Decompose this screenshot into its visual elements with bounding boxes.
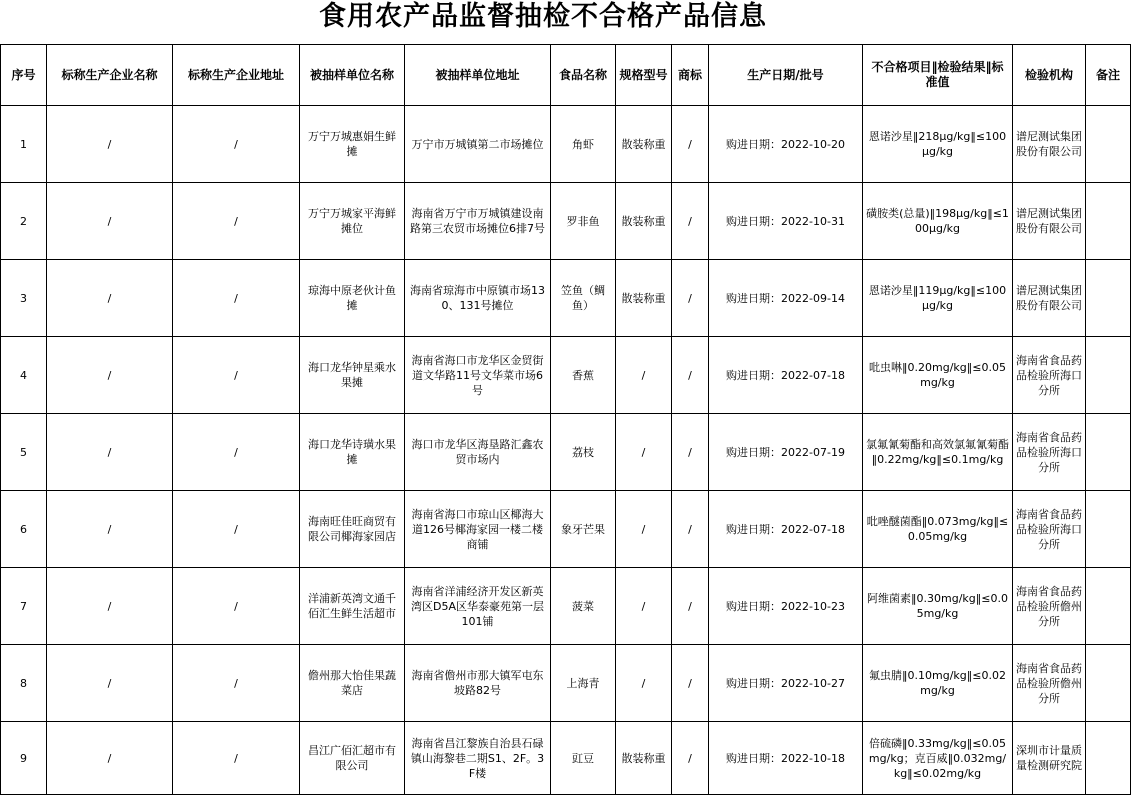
unqualified-item-cell: 阿维菌素‖0.30mg/kg‖≤0.05mg/kg <box>863 568 1013 645</box>
producer-name-cell: / <box>47 722 173 795</box>
specification-cell: / <box>616 645 672 722</box>
producer-address-cell: / <box>173 491 300 568</box>
producer-name-cell: / <box>47 260 173 337</box>
table-row <box>1 183 1131 260</box>
sampled-unit-address-cell: 万宁市万城镇第二市场摊位 <box>405 106 551 183</box>
inspection-agency-cell: 海南省食品药品检验所海口分所 <box>1013 491 1086 568</box>
header-row <box>1 45 1131 106</box>
column-header: 被抽样单位地址 <box>405 45 551 106</box>
trademark-cell: / <box>672 645 709 722</box>
food-name-cell: 象牙芒果 <box>551 491 616 568</box>
specification-cell: / <box>616 337 672 414</box>
trademark-cell: / <box>672 260 709 337</box>
producer-name-cell: / <box>47 491 173 568</box>
unqualified-item-cell: 吡虫啉‖0.20mg/kg‖≤0.05mg/kg <box>863 337 1013 414</box>
producer-name-cell: / <box>47 337 173 414</box>
table-row <box>1 260 1131 337</box>
inspection-agency-cell: 海南省食品药品检验所海口分所 <box>1013 337 1086 414</box>
sampled-unit-name-cell: 儋州那大怡佳果蔬菜店 <box>300 645 405 722</box>
food-name-cell: 角虾 <box>551 106 616 183</box>
specification-cell: / <box>616 491 672 568</box>
sampled-unit-address-cell: 海南省儋州市那大镇军屯东坡路82号 <box>405 645 551 722</box>
trademark-cell: / <box>672 414 709 491</box>
producer-address-cell: / <box>173 106 300 183</box>
specification-cell: 散装称重 <box>616 183 672 260</box>
column-header: 商标 <box>672 45 709 106</box>
producer-name-cell: / <box>47 106 173 183</box>
unqualified-products-table <box>0 44 1131 795</box>
serial-number-cell: 3 <box>1 260 47 337</box>
serial-number-cell: 9 <box>1 722 47 795</box>
serial-number-cell: 5 <box>1 414 47 491</box>
table-row <box>1 645 1131 722</box>
sampled-unit-name-cell: 万宁万城惠娟生鲜摊 <box>300 106 405 183</box>
sampled-unit-address-cell: 海南省昌江黎族自治县石碌镇山海黎巷二期S1、2F。3F楼 <box>405 722 551 795</box>
unqualified-item-cell: 恩诺沙星‖218μg/kg‖≤100μg/kg <box>863 106 1013 183</box>
serial-number-cell: 7 <box>1 568 47 645</box>
production-date-cell: 购进日期：2022-07-18 <box>709 337 863 414</box>
sampled-unit-address-cell: 海南省洋浦经济开发区新英湾区D5A区华泰豪苑第一层101铺 <box>405 568 551 645</box>
remarks-cell <box>1086 645 1131 722</box>
sampled-unit-name-cell: 洋浦新英湾文通千佰汇生鲜生活超市 <box>300 568 405 645</box>
remarks-cell <box>1086 722 1131 795</box>
remarks-cell <box>1086 260 1131 337</box>
production-date-cell: 购进日期：2022-10-18 <box>709 722 863 795</box>
food-name-cell: 香蕉 <box>551 337 616 414</box>
production-date-cell: 购进日期：2022-10-20 <box>709 106 863 183</box>
column-header: 不合格项目‖检验结果‖标准值 <box>863 45 1013 106</box>
unqualified-item-cell: 倍硫磷‖0.33mg/kg‖≤0.05mg/kg；克百威‖0.032mg/kg‖≤0.02mg/kg <box>863 722 1013 795</box>
column-header: 检验机构 <box>1013 45 1086 106</box>
column-header: 被抽样单位名称 <box>300 45 405 106</box>
unqualified-item-cell: 磺胺类(总量)‖198μg/kg‖≤100μg/kg <box>863 183 1013 260</box>
trademark-cell: / <box>672 568 709 645</box>
column-header: 标称生产企业名称 <box>47 45 173 106</box>
remarks-cell <box>1086 491 1131 568</box>
table-row <box>1 491 1131 568</box>
inspection-agency-cell: 谱尼测试集团股份有限公司 <box>1013 260 1086 337</box>
table-row <box>1 722 1131 795</box>
sampled-unit-name-cell: 琼海中原老伙计鱼摊 <box>300 260 405 337</box>
sampled-unit-name-cell: 海口龙华钟星乘水果摊 <box>300 337 405 414</box>
food-name-cell: 上海青 <box>551 645 616 722</box>
trademark-cell: / <box>672 491 709 568</box>
sampled-unit-name-cell: 海口龙华诗璜水果摊 <box>300 414 405 491</box>
producer-address-cell: / <box>173 337 300 414</box>
producer-name-cell: / <box>47 183 173 260</box>
food-name-cell: 菠菜 <box>551 568 616 645</box>
unqualified-item-cell: 吡唑醚菌酯‖0.073mg/kg‖≤0.05mg/kg <box>863 491 1013 568</box>
food-name-cell: 豇豆 <box>551 722 616 795</box>
sampled-unit-address-cell: 海口市龙华区海垦路汇鑫农贸市场内 <box>405 414 551 491</box>
production-date-cell: 购进日期：2022-07-18 <box>709 491 863 568</box>
serial-number-cell: 4 <box>1 337 47 414</box>
sampled-unit-address-cell: 海南省海口市琼山区椰海大道126号椰海家园一楼二楼商铺 <box>405 491 551 568</box>
table-row <box>1 337 1131 414</box>
trademark-cell: / <box>672 337 709 414</box>
producer-name-cell: / <box>47 414 173 491</box>
sampled-unit-name-cell: 万宁万城家平海鲜摊位 <box>300 183 405 260</box>
production-date-cell: 购进日期：2022-10-27 <box>709 645 863 722</box>
production-date-cell: 购进日期：2022-09-14 <box>709 260 863 337</box>
producer-address-cell: / <box>173 722 300 795</box>
specification-cell: 散装称重 <box>616 106 672 183</box>
inspection-agency-cell: 海南省食品药品检验所儋州分所 <box>1013 568 1086 645</box>
serial-number-cell: 8 <box>1 645 47 722</box>
sampled-unit-address-cell: 海南省琼海市中原镇市场130、131号摊位 <box>405 260 551 337</box>
serial-number-cell: 6 <box>1 491 47 568</box>
inspection-agency-cell: 谱尼测试集团股份有限公司 <box>1013 106 1086 183</box>
serial-number-cell: 2 <box>1 183 47 260</box>
inspection-agency-cell: 海南省食品药品检验所儋州分所 <box>1013 645 1086 722</box>
remarks-cell <box>1086 337 1131 414</box>
specification-cell: / <box>616 568 672 645</box>
production-date-cell: 购进日期：2022-07-19 <box>709 414 863 491</box>
remarks-cell <box>1086 106 1131 183</box>
producer-address-cell: / <box>173 183 300 260</box>
production-date-cell: 购进日期：2022-10-31 <box>709 183 863 260</box>
sampled-unit-name-cell: 昌江广佰汇超市有限公司 <box>300 722 405 795</box>
production-date-cell: 购进日期：2022-10-23 <box>709 568 863 645</box>
food-name-cell: 荔枝 <box>551 414 616 491</box>
inspection-agency-cell: 深圳市计量质量检测研究院 <box>1013 722 1086 795</box>
sampled-unit-address-cell: 海南省海口市龙华区金贸街道文华路11号文华菜市场6号 <box>405 337 551 414</box>
column-header: 食品名称 <box>551 45 616 106</box>
producer-address-cell: / <box>173 568 300 645</box>
producer-name-cell: / <box>47 645 173 722</box>
food-name-cell: 罗非鱼 <box>551 183 616 260</box>
column-header: 标称生产企业地址 <box>173 45 300 106</box>
column-header: 规格型号 <box>616 45 672 106</box>
table-body <box>1 106 1131 795</box>
table-row <box>1 568 1131 645</box>
table-row <box>1 414 1131 491</box>
sampled-unit-name-cell: 海南旺佳旺商贸有限公司椰海家园店 <box>300 491 405 568</box>
unqualified-item-cell: 氯氟氰菊酯和高效氯氟氰菊酯‖0.22mg/kg‖≤0.1mg/kg <box>863 414 1013 491</box>
column-header: 生产日期/批号 <box>709 45 863 106</box>
inspection-agency-cell: 谱尼测试集团股份有限公司 <box>1013 183 1086 260</box>
unqualified-item-cell: 恩诺沙星‖119μg/kg‖≤100μg/kg <box>863 260 1013 337</box>
specification-cell: 散装称重 <box>616 260 672 337</box>
table-row <box>1 106 1131 183</box>
food-name-cell: 笠鱼（鲷鱼） <box>551 260 616 337</box>
trademark-cell: / <box>672 106 709 183</box>
sampled-unit-address-cell: 海南省万宁市万城镇建设南路第三农贸市场摊位6排7号 <box>405 183 551 260</box>
trademark-cell: / <box>672 722 709 795</box>
remarks-cell <box>1086 568 1131 645</box>
producer-address-cell: / <box>173 414 300 491</box>
column-header: 序号 <box>1 45 47 106</box>
remarks-cell <box>1086 183 1131 260</box>
producer-address-cell: / <box>173 645 300 722</box>
producer-name-cell: / <box>47 568 173 645</box>
column-header: 备注 <box>1086 45 1131 106</box>
producer-address-cell: / <box>173 260 300 337</box>
serial-number-cell: 1 <box>1 106 47 183</box>
trademark-cell: / <box>672 183 709 260</box>
inspection-agency-cell: 海南省食品药品检验所海口分所 <box>1013 414 1086 491</box>
specification-cell: 散装称重 <box>616 722 672 795</box>
page-title: 食用农产品监督抽检不合格产品信息 <box>319 1 767 32</box>
remarks-cell <box>1086 414 1131 491</box>
unqualified-item-cell: 氟虫腈‖0.10mg/kg‖≤0.02mg/kg <box>863 645 1013 722</box>
specification-cell: / <box>616 414 672 491</box>
